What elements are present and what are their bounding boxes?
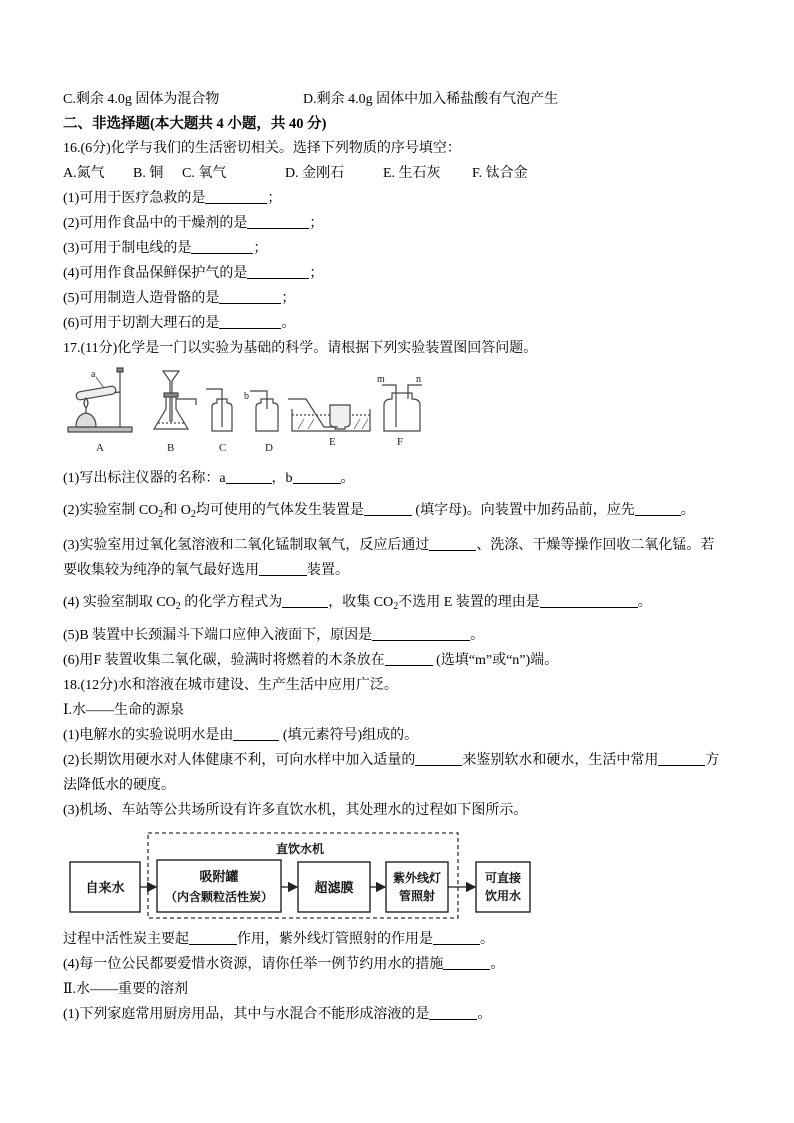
answer-blank [443, 956, 490, 970]
q16-option-e: E. 生石灰 [383, 166, 441, 181]
text: 。 [340, 471, 355, 486]
answer-blank [372, 627, 470, 641]
item-end: ； [309, 266, 324, 281]
q18-sub-4 [63, 955, 504, 975]
answer-blank [415, 752, 462, 766]
q17-sub-1 [63, 469, 355, 489]
q18-part2-sub-1 [63, 1005, 491, 1025]
text: 不选用 E 装置的理由是 [398, 595, 540, 610]
uv-lamp-box [386, 862, 448, 912]
adsorption-label-line2: （内含颗粒活性炭） [164, 890, 274, 904]
dispenser-title: 直饮水机 [275, 842, 325, 856]
subscript: 2 [190, 509, 196, 520]
item-text: (6)可用于切割大理石的是 [63, 316, 220, 331]
item-end: ； [309, 216, 324, 231]
text: 、洗涤、干燥等操作回收二氧化锰。若 [476, 538, 715, 553]
text: (3)实验室用过氧化氢溶液和二氧化锰制取氧气，反应后通过 [63, 538, 430, 553]
answer-blank [658, 752, 705, 766]
q16-item-1 [63, 189, 281, 209]
text: 装置。 [307, 563, 349, 578]
answer-blank [226, 470, 272, 484]
section-heading: 二、非选择题(本大题共 4 小题，共 40 分) [63, 116, 327, 132]
apparatus-e-drawing [288, 399, 370, 431]
q17-sub-4 [63, 593, 652, 613]
text: (4)每一位公民都要爱惜水资源，请你任举一例节约用水的措施 [63, 957, 444, 972]
q17-sub-3-line1 [63, 536, 714, 556]
q17-sub-6 [63, 651, 558, 671]
text: (2)长期饮用硬水对人体健康不利，可向水样中加入适量的 [63, 753, 416, 768]
item-text: (5)可用制造人造骨骼的是 [63, 291, 220, 306]
text: 的化学方程式为 [180, 595, 283, 610]
answer-blank [247, 215, 309, 229]
answer-blank [364, 502, 412, 516]
text: 均可使用的气体发生装置是 [195, 503, 364, 518]
item-end: ； [281, 291, 296, 306]
apparatus-f-drawing [382, 385, 422, 431]
apparatus-d-drawing [250, 391, 278, 431]
item-text: (1)可用于医疗急救的是 [63, 191, 206, 206]
text: (2)实验室制 CO [63, 503, 159, 518]
q18-sub-2-line2: 法降低水的硬度。 [63, 778, 175, 793]
q18-stem: 18.(12分)水和溶液在城市建设、生产生活中应用广泛。 [63, 678, 398, 693]
apparatus-label-a: A [96, 442, 104, 454]
text: 作用，紫外线灯管照射的作用是 [237, 932, 433, 947]
text: ，b [271, 471, 293, 486]
answer-blank [259, 562, 307, 576]
q16-item-3 [63, 239, 267, 259]
answer-blank [205, 190, 267, 204]
answer-blank [385, 652, 433, 666]
q17-sub-2 [63, 501, 695, 521]
label-b: b [244, 391, 249, 402]
q18-sub-2-line1 [63, 751, 719, 771]
apparatus-figure [62, 365, 452, 457]
item-text: (2)可用作食品中的干燥剂的是 [63, 216, 248, 231]
text: (1)电解水的实验说明水是由 [63, 728, 234, 743]
uv-label-line2: 管照射 [398, 889, 436, 903]
q18-sub-3: (3)机场、车站等公共场所设有许多直饮水机，其处理水的过程如下图所示。 [63, 803, 528, 818]
text: 。 [680, 503, 695, 518]
text: 。 [637, 595, 652, 610]
text: 过程中活性炭主要起 [63, 932, 189, 947]
label-n: n [416, 374, 421, 385]
text: (1)写出标注仪器的名称：a [63, 471, 226, 486]
q16-option-f: F. 钛合金 [472, 166, 528, 181]
q16-stem: 16.(6分)化学与我们的生活密切相关。选择下列物质的序号填空： [63, 141, 461, 156]
q18-sub-3-follow [63, 930, 494, 950]
q16-item-5 [63, 289, 295, 309]
text: 方 [705, 753, 720, 768]
apparatus-label-d: D [265, 442, 273, 454]
text: (填字母)。向装置中加药品前，应先 [411, 503, 635, 518]
q16-item-4 [63, 264, 323, 284]
water-dispenser-flow-diagram [62, 828, 542, 924]
adsorption-tank-box [157, 860, 281, 912]
q17-stem: 17.(11分)化学是一门以实验为基础的科学。请根据下列实验装置图回答问题。 [63, 341, 538, 356]
answer-blank [233, 727, 279, 741]
tap-water-label: 自来水 [85, 880, 125, 895]
apparatus-b-drawing [154, 371, 196, 429]
q16-option-b: B. 铜 [133, 166, 164, 181]
q16-item-6 [63, 314, 295, 334]
option-d: D.剩余 4.0g 固体中加入稀盐酸有气泡产生 [303, 92, 559, 107]
apparatus-label-b: B [167, 442, 175, 454]
item-text: (3)可用于制电线的是 [63, 241, 192, 256]
answer-blank [219, 315, 281, 329]
answer-blank [293, 470, 341, 484]
answer-blank [635, 502, 681, 516]
option-c: C.剩余 4.0g 固体为混合物 [63, 92, 220, 107]
q16-option-c: C. 氧气 [182, 166, 227, 181]
text: ，收集 CO [328, 595, 394, 610]
answer-blank [282, 594, 328, 608]
q16-item-2 [63, 214, 323, 234]
uv-label-line1: 紫外线灯 [392, 871, 442, 885]
answer-blank [191, 240, 253, 254]
q17-sub-3-line2 [63, 561, 349, 581]
apparatus-label-f: F [397, 436, 404, 448]
text: 。 [470, 628, 485, 643]
apparatus-label-e: E [329, 436, 336, 448]
item-end: ； [253, 241, 268, 256]
adsorption-label-line1: 吸附罐 [199, 869, 239, 884]
label-m: m [377, 374, 385, 385]
text: 。 [480, 932, 494, 947]
text: 。 [490, 957, 505, 972]
text: (填元素符号)组成的。 [279, 728, 419, 743]
text: (6)用F 装置收集二氧化碳，验满时将燃着的木条放在 [63, 653, 385, 668]
output-label-line1: 可直接 [484, 871, 522, 885]
subscript: 2 [158, 509, 164, 520]
apparatus-c-drawing [206, 389, 232, 431]
item-end: ； [267, 191, 282, 206]
answer-blank [433, 931, 480, 945]
apparatus-a-drawing [68, 368, 132, 432]
subscript: 2 [393, 601, 399, 612]
answer-blank [429, 1006, 477, 1020]
apparatus-label-c: C [219, 442, 227, 454]
text: (5)B 装置中长颈漏斗下端口应伸入液面下，原因是 [63, 628, 373, 643]
text: 要收集较为纯净的氧气最好选用 [63, 563, 259, 578]
drinkable-water-box [476, 862, 530, 912]
output-label-line2: 饮用水 [484, 889, 522, 903]
label-a: a [91, 369, 96, 380]
answer-blank [429, 537, 476, 551]
q17-sub-5 [63, 626, 484, 646]
item-text: (4)可用作食品保鲜保护气的是 [63, 266, 248, 281]
answer-blank [247, 265, 309, 279]
text: (1)下列家庭常用厨房用品，其中与水混合不能形成溶液的是 [63, 1007, 430, 1022]
q18-sub-1 [63, 726, 418, 746]
text: (4) 实验室制取 CO [63, 595, 176, 610]
text: 。 [477, 1007, 492, 1022]
text: (选填“m”或“n”)端。 [432, 653, 559, 668]
text: 和 O [163, 503, 191, 518]
answer-blank [219, 290, 281, 304]
ultrafiltration-label: 超滤膜 [314, 880, 354, 895]
answer-blank [540, 594, 638, 608]
subscript: 2 [175, 601, 181, 612]
q16-option-d: D. 金刚石 [285, 166, 345, 181]
q16-option-a: A.氮气 [63, 166, 105, 181]
q18-part1-title: Ⅰ.水——生命的源泉 [63, 703, 185, 718]
text: 来鉴别软水和硬水，生活中常用 [462, 753, 659, 768]
q18-part2-title: Ⅱ.水——重要的溶剂 [63, 982, 189, 997]
item-end: 。 [281, 316, 296, 331]
answer-blank [189, 931, 237, 945]
